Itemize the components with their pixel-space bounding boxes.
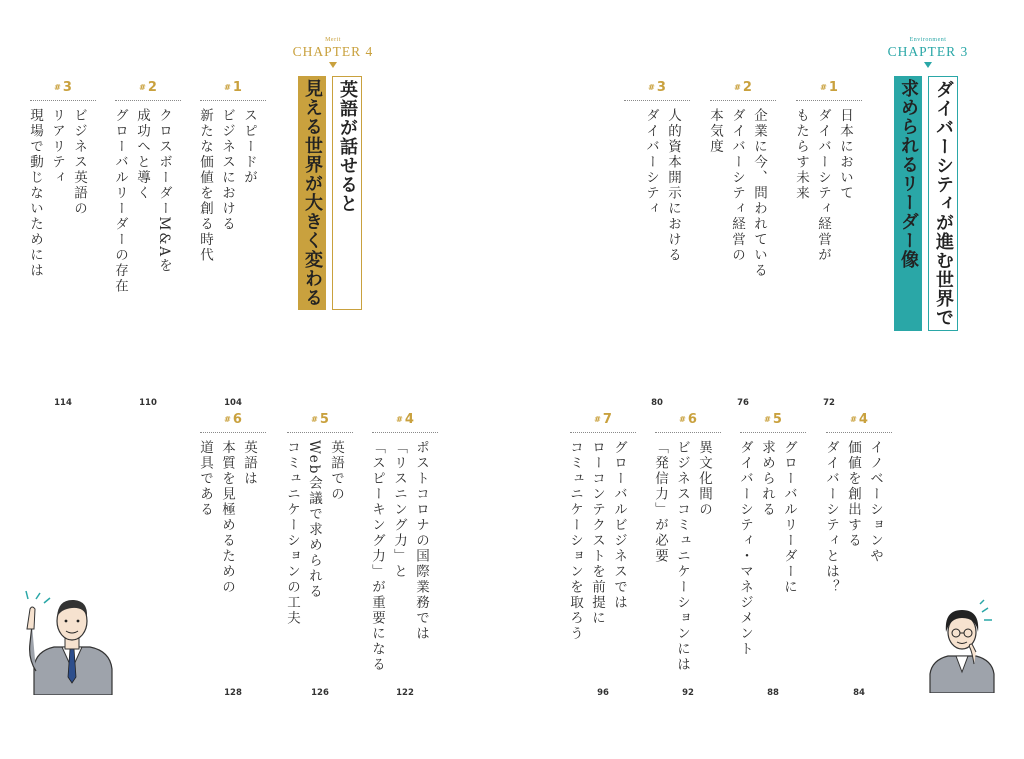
chapter4-title-line2: 見える世界が大きく変わる (298, 76, 326, 310)
item-title: クロスボーダーM&Aを 成功へと導く グローバルリーダーの存在 (112, 108, 172, 294)
item-page: 104 (224, 398, 242, 408)
item-page: 114 (54, 398, 72, 408)
businesswoman-thinking-icon (924, 598, 1004, 693)
chapter4-title-line1: 英語が話せると (332, 76, 362, 310)
item-number: 7 (602, 412, 612, 427)
divider (710, 100, 776, 101)
chapter4-label (285, 36, 381, 68)
item-number: 1 (828, 80, 838, 95)
item-number: 4 (404, 412, 414, 427)
businessman-pointing-icon (14, 585, 124, 695)
item-page: 88 (767, 688, 779, 698)
chapter3-title (892, 76, 962, 331)
chapter3-tag: Environment (909, 37, 947, 43)
item-number: 5 (319, 412, 329, 427)
item-title: ポストコロナの国際業務では 「リスニング力」と 「スピーキング力」が重要になる (369, 440, 429, 673)
divider (796, 100, 862, 101)
item-page: 76 (737, 398, 749, 408)
divider (200, 432, 266, 433)
item-number: 6 (232, 412, 242, 427)
divider (655, 432, 721, 433)
item-title: 人的資本開示における ダイバーシティ (643, 108, 681, 263)
item-number: 6 (687, 412, 697, 427)
item-page: 92 (682, 688, 694, 698)
item-number: 1 (232, 80, 242, 95)
item-number: 3 (656, 80, 666, 95)
item-number: 2 (742, 80, 752, 95)
item-title: 英語は 本質を見極めるための 道具である (197, 440, 257, 595)
item-title: スピードが ビジネスにおける 新たな価値を創る時代 (197, 108, 257, 263)
divider (30, 100, 96, 101)
chapter4-title (296, 76, 366, 310)
item-page: 80 (651, 398, 663, 408)
item-title: 日本において ダイバーシティ経営が もたらす未来 (793, 108, 853, 263)
chapter4-number: CHAPTER 4 (292, 44, 374, 59)
chapter3-title-line2: 求められるリーダー像 (894, 76, 922, 331)
chapter4-marker-icon (329, 62, 337, 68)
item-page: 110 (139, 398, 157, 408)
chapter3-title-line1: ダイバーシティが進む世界で (928, 76, 958, 331)
item-number: 3 (62, 80, 72, 95)
divider (624, 100, 690, 101)
item-title: 企業に今、問われている ダイバーシティ経営の 本気度 (707, 108, 767, 279)
divider (287, 432, 353, 433)
divider (372, 432, 438, 433)
item-title: イノベーションや 価値を創出する ダイバーシティとは？ (823, 440, 883, 595)
item-page: 84 (853, 688, 865, 698)
item-number: 4 (858, 412, 868, 427)
item-page: 128 (224, 688, 242, 698)
item-page: 72 (823, 398, 835, 408)
divider (115, 100, 181, 101)
divider (740, 432, 806, 433)
divider (570, 432, 636, 433)
divider (826, 432, 892, 433)
item-title: 異文化間の ビジネスコミュニケーションには 「発信力」が必要 (652, 440, 712, 673)
divider (200, 100, 266, 101)
chapter3-number: CHAPTER 3 (887, 44, 969, 59)
chapter3-marker-icon (924, 62, 932, 68)
item-number: 2 (147, 80, 157, 95)
chapter4-tag: Merit (325, 37, 341, 43)
item-title: 英語での Web会議で求められる コミュニケーションの工夫 (284, 440, 344, 626)
item-number: 5 (772, 412, 782, 427)
item-page: 122 (396, 688, 414, 698)
item-title: グローバルリーダーに 求められる ダイバーシティ・マネジメント (737, 440, 797, 657)
item-page: 126 (311, 688, 329, 698)
item-page: 96 (597, 688, 609, 698)
item-title: ビジネス英語の リアリティ 現場で動じないためには (27, 108, 87, 279)
item-title: グローバルビジネスでは ローコンテクストを前提に コミュニケーションを取ろう (567, 440, 627, 642)
chapter3-label (880, 36, 976, 68)
